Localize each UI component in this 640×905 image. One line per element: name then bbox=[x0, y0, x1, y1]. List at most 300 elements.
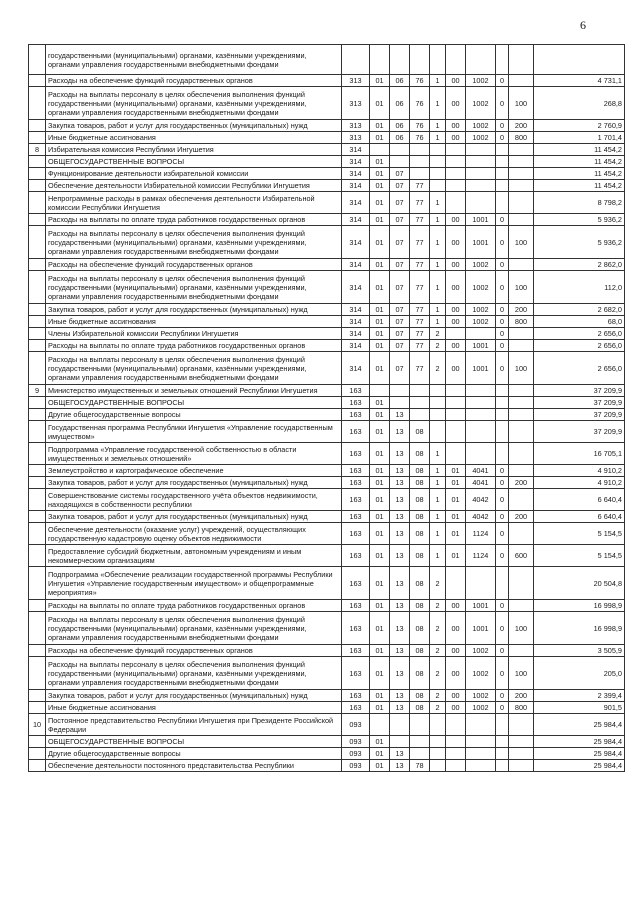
cell-c7 bbox=[466, 567, 496, 600]
cell-c4 bbox=[410, 385, 430, 397]
cell-c8: 0 bbox=[496, 226, 509, 259]
table-row bbox=[29, 545, 625, 567]
cell-c8 bbox=[496, 443, 509, 465]
cell-c1: 163 bbox=[342, 511, 370, 523]
table-row bbox=[29, 156, 625, 168]
cell-amount: 112,0 bbox=[534, 271, 625, 304]
cell-c3: 13 bbox=[390, 690, 410, 702]
cell-c8: 0 bbox=[496, 120, 509, 132]
cell-c1: 163 bbox=[342, 657, 370, 690]
cell-c7 bbox=[466, 421, 496, 443]
cell-c5: 1 bbox=[430, 316, 446, 328]
cell-c4: 76 bbox=[410, 120, 430, 132]
cell-c3: 07 bbox=[390, 180, 410, 192]
table-row bbox=[29, 421, 625, 443]
table-row bbox=[29, 75, 625, 87]
cell-c2: 01 bbox=[370, 421, 390, 443]
cell-c4: 08 bbox=[410, 421, 430, 443]
cell-c8 bbox=[496, 567, 509, 600]
cell-c2: 01 bbox=[370, 352, 390, 385]
cell-c8 bbox=[496, 736, 509, 748]
cell-c4: 76 bbox=[410, 132, 430, 144]
cell-c5: 1 bbox=[430, 87, 446, 120]
cell-c7: 1001 bbox=[466, 226, 496, 259]
cell-c7 bbox=[466, 714, 496, 736]
cell-c4 bbox=[410, 156, 430, 168]
cell-c6: 01 bbox=[446, 545, 466, 567]
cell-c5: 1 bbox=[430, 132, 446, 144]
cell-c3: 06 bbox=[390, 87, 410, 120]
cell-c3: 07 bbox=[390, 214, 410, 226]
cell-c6: 00 bbox=[446, 340, 466, 352]
cell-c7 bbox=[466, 760, 496, 772]
cell-c6 bbox=[446, 168, 466, 180]
cell-c2: 01 bbox=[370, 156, 390, 168]
table-row bbox=[29, 645, 625, 657]
cell-c5: 1 bbox=[430, 465, 446, 477]
cell-c6 bbox=[446, 567, 466, 600]
cell-c1: 093 bbox=[342, 714, 370, 736]
cell-name: ОБЩЕГОСУДАРСТВЕННЫЕ ВОПРОСЫ bbox=[46, 736, 342, 748]
cell-name: Другие общегосударственные вопросы bbox=[46, 748, 342, 760]
cell-c6 bbox=[446, 421, 466, 443]
cell-c1: 314 bbox=[342, 316, 370, 328]
cell-c1: 163 bbox=[342, 523, 370, 545]
cell-num bbox=[29, 397, 46, 409]
cell-c2: 01 bbox=[370, 443, 390, 465]
cell-c9 bbox=[509, 600, 534, 612]
table-row bbox=[29, 736, 625, 748]
cell-c6: 00 bbox=[446, 75, 466, 87]
cell-c7: 1002 bbox=[466, 75, 496, 87]
cell-amount: 4 731,1 bbox=[534, 75, 625, 87]
cell-num bbox=[29, 120, 46, 132]
cell-c8: 0 bbox=[496, 645, 509, 657]
cell-c9 bbox=[509, 748, 534, 760]
cell-c4: 08 bbox=[410, 702, 430, 714]
cell-c9: 200 bbox=[509, 477, 534, 489]
cell-c1: 314 bbox=[342, 328, 370, 340]
table-row bbox=[29, 657, 625, 690]
table-row bbox=[29, 567, 625, 600]
cell-c3: 13 bbox=[390, 465, 410, 477]
cell-c5: 1 bbox=[430, 259, 446, 271]
cell-c7: 1124 bbox=[466, 545, 496, 567]
cell-c5: 2 bbox=[430, 690, 446, 702]
cell-c8: 0 bbox=[496, 545, 509, 567]
cell-amount: 5 936,2 bbox=[534, 226, 625, 259]
cell-c1: 314 bbox=[342, 192, 370, 214]
cell-c5: 2 bbox=[430, 657, 446, 690]
cell-num bbox=[29, 192, 46, 214]
cell-c2: 01 bbox=[370, 120, 390, 132]
cell-num bbox=[29, 156, 46, 168]
cell-num bbox=[29, 736, 46, 748]
cell-amount: 25 984,4 bbox=[534, 748, 625, 760]
cell-c3: 06 bbox=[390, 132, 410, 144]
cell-c3: 13 bbox=[390, 489, 410, 511]
cell-name: Расходы на выплаты персоналу в целях обеспечения выполнения функций государственными (муниципальными) органами, казёнными учреждениями, органами управления государственными внебюджетными фондами bbox=[46, 87, 342, 120]
cell-c7: 1001 bbox=[466, 214, 496, 226]
cell-c5: 1 bbox=[430, 443, 446, 465]
cell-c8: 0 bbox=[496, 316, 509, 328]
cell-num bbox=[29, 421, 46, 443]
cell-c1: 314 bbox=[342, 168, 370, 180]
cell-c8: 0 bbox=[496, 489, 509, 511]
cell-c7: 1002 bbox=[466, 259, 496, 271]
cell-num: 8 bbox=[29, 144, 46, 156]
cell-c3: 07 bbox=[390, 352, 410, 385]
cell-c8 bbox=[496, 192, 509, 214]
cell-amount: 5 936,2 bbox=[534, 214, 625, 226]
cell-c2: 01 bbox=[370, 168, 390, 180]
cell-c9 bbox=[509, 736, 534, 748]
cell-c7: 1002 bbox=[466, 271, 496, 304]
table-row bbox=[29, 511, 625, 523]
cell-c1: 163 bbox=[342, 465, 370, 477]
cell-c4: 77 bbox=[410, 316, 430, 328]
cell-c3: 07 bbox=[390, 192, 410, 214]
cell-c6: 00 bbox=[446, 316, 466, 328]
cell-name: Закупка товаров, работ и услуг для государственных (муниципальных) нужд bbox=[46, 690, 342, 702]
cell-c1: 314 bbox=[342, 340, 370, 352]
cell-c6 bbox=[446, 748, 466, 760]
cell-c3: 06 bbox=[390, 75, 410, 87]
cell-c1: 093 bbox=[342, 760, 370, 772]
cell-amount: 901,5 bbox=[534, 702, 625, 714]
cell-c7 bbox=[466, 385, 496, 397]
cell-c2: 01 bbox=[370, 657, 390, 690]
cell-c7: 4041 bbox=[466, 465, 496, 477]
cell-c8 bbox=[496, 144, 509, 156]
cell-c1: 314 bbox=[342, 259, 370, 271]
cell-c4 bbox=[410, 748, 430, 760]
cell-name: Другие общегосударственные вопросы bbox=[46, 409, 342, 421]
cell-c6: 00 bbox=[446, 87, 466, 120]
cell-amount: 37 209,9 bbox=[534, 409, 625, 421]
cell-c7 bbox=[466, 192, 496, 214]
cell-c2: 01 bbox=[370, 328, 390, 340]
cell-c3: 13 bbox=[390, 477, 410, 489]
budget-table bbox=[28, 44, 625, 772]
cell-c9 bbox=[509, 421, 534, 443]
cell-c3: 13 bbox=[390, 748, 410, 760]
cell-c1: 163 bbox=[342, 421, 370, 443]
cell-c6 bbox=[446, 328, 466, 340]
cell-num bbox=[29, 132, 46, 144]
cell-amount: 16 705,1 bbox=[534, 443, 625, 465]
cell-c1: 163 bbox=[342, 645, 370, 657]
cell-c5 bbox=[430, 385, 446, 397]
cell-c4: 08 bbox=[410, 690, 430, 702]
cell-c7: 1002 bbox=[466, 87, 496, 120]
cell-c8 bbox=[496, 760, 509, 772]
cell-c2: 01 bbox=[370, 409, 390, 421]
cell-c5: 1 bbox=[430, 271, 446, 304]
cell-c5 bbox=[430, 760, 446, 772]
table-row bbox=[29, 214, 625, 226]
cell-c8: 0 bbox=[496, 259, 509, 271]
cell-c8: 0 bbox=[496, 132, 509, 144]
cell-name: Иные бюджетные ассигнования bbox=[46, 316, 342, 328]
cell-num bbox=[29, 645, 46, 657]
cell-c3: 07 bbox=[390, 316, 410, 328]
cell-c9 bbox=[509, 443, 534, 465]
cell-c2: 01 bbox=[370, 489, 390, 511]
cell-amount: 16 998,9 bbox=[534, 612, 625, 645]
cell-num bbox=[29, 340, 46, 352]
cell-amount: 3 505,9 bbox=[534, 645, 625, 657]
cell-c6 bbox=[446, 714, 466, 736]
cell-num bbox=[29, 600, 46, 612]
cell-c8: 0 bbox=[496, 657, 509, 690]
cell-c4: 76 bbox=[410, 87, 430, 120]
cell-num bbox=[29, 180, 46, 192]
cell-c4: 08 bbox=[410, 545, 430, 567]
cell-name: Закупка товаров, работ и услуг для государственных (муниципальных) нужд bbox=[46, 120, 342, 132]
cell-c1: 314 bbox=[342, 226, 370, 259]
cell-c8 bbox=[496, 409, 509, 421]
cell-amount: 6 640,4 bbox=[534, 489, 625, 511]
cell-c5 bbox=[430, 180, 446, 192]
cell-c7 bbox=[466, 45, 496, 75]
cell-c4 bbox=[410, 397, 430, 409]
cell-amount: 37 209,9 bbox=[534, 397, 625, 409]
cell-name: Закупка товаров, работ и услуг для государственных (муниципальных) нужд bbox=[46, 304, 342, 316]
table-body bbox=[29, 45, 625, 772]
cell-c9: 100 bbox=[509, 612, 534, 645]
cell-c6: 00 bbox=[446, 645, 466, 657]
cell-c9 bbox=[509, 45, 534, 75]
cell-c1: 163 bbox=[342, 489, 370, 511]
cell-c6 bbox=[446, 385, 466, 397]
cell-c9: 800 bbox=[509, 316, 534, 328]
cell-c8: 0 bbox=[496, 352, 509, 385]
cell-c2 bbox=[370, 385, 390, 397]
table-row bbox=[29, 612, 625, 645]
cell-c3: 07 bbox=[390, 168, 410, 180]
cell-c2: 01 bbox=[370, 340, 390, 352]
cell-c5: 2 bbox=[430, 600, 446, 612]
cell-c2: 01 bbox=[370, 645, 390, 657]
cell-name: Постоянное представительство Республики Ингушетия при Президенте Российской Федерации bbox=[46, 714, 342, 736]
cell-amount: 11 454,2 bbox=[534, 144, 625, 156]
cell-c6: 01 bbox=[446, 489, 466, 511]
table-row bbox=[29, 702, 625, 714]
cell-c3: 13 bbox=[390, 443, 410, 465]
cell-c6: 00 bbox=[446, 271, 466, 304]
cell-c2: 01 bbox=[370, 214, 390, 226]
cell-amount: 2 656,0 bbox=[534, 328, 625, 340]
cell-c5 bbox=[430, 144, 446, 156]
cell-c8: 0 bbox=[496, 477, 509, 489]
cell-num bbox=[29, 702, 46, 714]
cell-num bbox=[29, 271, 46, 304]
cell-c2: 01 bbox=[370, 132, 390, 144]
cell-c8: 0 bbox=[496, 328, 509, 340]
cell-name: Подпрограмма «Обеспечение реализации государственной программы Республики Ингушетия «Управление государственным имуществом» и общепрограммные мероприятия» bbox=[46, 567, 342, 600]
cell-amount: 4 910,2 bbox=[534, 477, 625, 489]
cell-c8 bbox=[496, 45, 509, 75]
cell-c8 bbox=[496, 156, 509, 168]
cell-name: Расходы на выплаты персоналу в целях обеспечения выполнения функций государственными (муниципальными) органами, казёнными учреждениями, органами управления государственными внебюджетными фондами bbox=[46, 612, 342, 645]
cell-c8 bbox=[496, 714, 509, 736]
cell-c4: 08 bbox=[410, 443, 430, 465]
cell-num bbox=[29, 612, 46, 645]
cell-c8 bbox=[496, 168, 509, 180]
cell-c2: 01 bbox=[370, 259, 390, 271]
cell-num bbox=[29, 168, 46, 180]
cell-c7 bbox=[466, 443, 496, 465]
cell-c5: 2 bbox=[430, 352, 446, 385]
cell-c4: 08 bbox=[410, 567, 430, 600]
cell-c7: 1001 bbox=[466, 352, 496, 385]
cell-c4: 08 bbox=[410, 511, 430, 523]
cell-name: Обеспечение деятельности (оказание услуг) учреждений, осуществляющих государственную кадастровую оценку объектов недвижимости bbox=[46, 523, 342, 545]
cell-c6: 00 bbox=[446, 120, 466, 132]
table-row bbox=[29, 120, 625, 132]
cell-c5 bbox=[430, 736, 446, 748]
cell-name: ОБЩЕГОСУДАРСТВЕННЫЕ ВОПРОСЫ bbox=[46, 397, 342, 409]
cell-c9: 100 bbox=[509, 87, 534, 120]
cell-c4: 77 bbox=[410, 328, 430, 340]
cell-c3: 13 bbox=[390, 523, 410, 545]
cell-num: 9 bbox=[29, 385, 46, 397]
cell-c7 bbox=[466, 397, 496, 409]
cell-num bbox=[29, 760, 46, 772]
cell-name: Подпрограмма «Управление государственной собственностью в области имущественных и земельных отношений» bbox=[46, 443, 342, 465]
cell-c7 bbox=[466, 409, 496, 421]
cell-c2: 01 bbox=[370, 690, 390, 702]
cell-c6: 00 bbox=[446, 259, 466, 271]
cell-c6 bbox=[446, 443, 466, 465]
cell-num bbox=[29, 748, 46, 760]
cell-c9 bbox=[509, 340, 534, 352]
table-row bbox=[29, 760, 625, 772]
cell-c7: 1002 bbox=[466, 702, 496, 714]
cell-c1: 314 bbox=[342, 180, 370, 192]
cell-name: Государственная программа Республики Ингушетия «Управление государственным имуществом» bbox=[46, 421, 342, 443]
cell-c7: 1002 bbox=[466, 132, 496, 144]
cell-c4: 77 bbox=[410, 304, 430, 316]
cell-c4: 78 bbox=[410, 760, 430, 772]
cell-amount: 11 454,2 bbox=[534, 180, 625, 192]
cell-name: Расходы на выплаты по оплате труда работников государственных органов bbox=[46, 600, 342, 612]
cell-c9: 800 bbox=[509, 702, 534, 714]
cell-c4: 77 bbox=[410, 340, 430, 352]
cell-c2: 01 bbox=[370, 760, 390, 772]
cell-c3 bbox=[390, 385, 410, 397]
cell-c5 bbox=[430, 748, 446, 760]
cell-c3: 13 bbox=[390, 567, 410, 600]
cell-c1: 314 bbox=[342, 144, 370, 156]
cell-c5 bbox=[430, 397, 446, 409]
cell-num bbox=[29, 304, 46, 316]
cell-c6: 01 bbox=[446, 477, 466, 489]
cell-c2: 01 bbox=[370, 304, 390, 316]
cell-c4: 76 bbox=[410, 75, 430, 87]
table-row bbox=[29, 87, 625, 120]
cell-c8 bbox=[496, 180, 509, 192]
cell-c8: 0 bbox=[496, 304, 509, 316]
cell-c6: 00 bbox=[446, 657, 466, 690]
cell-c9 bbox=[509, 192, 534, 214]
cell-c5: 1 bbox=[430, 523, 446, 545]
cell-c6: 00 bbox=[446, 702, 466, 714]
cell-amount: 2 656,0 bbox=[534, 340, 625, 352]
cell-c3: 13 bbox=[390, 421, 410, 443]
table-row bbox=[29, 385, 625, 397]
cell-name: Расходы на обеспечение функций государственных органов bbox=[46, 645, 342, 657]
cell-c9 bbox=[509, 567, 534, 600]
cell-c8: 0 bbox=[496, 271, 509, 304]
cell-c1: 163 bbox=[342, 690, 370, 702]
table-row bbox=[29, 465, 625, 477]
table-row bbox=[29, 271, 625, 304]
cell-c9 bbox=[509, 714, 534, 736]
cell-c6: 00 bbox=[446, 600, 466, 612]
cell-c8 bbox=[496, 748, 509, 760]
cell-c8: 0 bbox=[496, 600, 509, 612]
cell-c2: 01 bbox=[370, 600, 390, 612]
table-row bbox=[29, 714, 625, 736]
cell-name: Закупка товаров, работ и услуг для государственных (муниципальных) нужд bbox=[46, 511, 342, 523]
cell-num bbox=[29, 409, 46, 421]
cell-c9: 600 bbox=[509, 545, 534, 567]
cell-name: Расходы на выплаты персоналу в целях обеспечения выполнения функций государственными (муниципальными) органами, казёнными учреждениями, органами управления государственными внебюджетными фондами bbox=[46, 271, 342, 304]
cell-c1: 313 bbox=[342, 87, 370, 120]
cell-c8: 0 bbox=[496, 87, 509, 120]
cell-c8: 0 bbox=[496, 511, 509, 523]
table-row bbox=[29, 397, 625, 409]
cell-c6 bbox=[446, 180, 466, 192]
cell-num bbox=[29, 657, 46, 690]
cell-amount: 25 984,4 bbox=[534, 760, 625, 772]
cell-c6: 00 bbox=[446, 214, 466, 226]
cell-name: Обеспечение деятельности Избирательной комиссии Республики Ингушетия bbox=[46, 180, 342, 192]
cell-amount: 37 209,9 bbox=[534, 421, 625, 443]
cell-num: 10 bbox=[29, 714, 46, 736]
cell-c3: 13 bbox=[390, 645, 410, 657]
cell-c8 bbox=[496, 397, 509, 409]
table-row bbox=[29, 259, 625, 271]
table-row bbox=[29, 489, 625, 511]
cell-c9 bbox=[509, 523, 534, 545]
cell-c4 bbox=[410, 168, 430, 180]
cell-c1: 314 bbox=[342, 304, 370, 316]
cell-c5 bbox=[430, 409, 446, 421]
cell-c5: 1 bbox=[430, 214, 446, 226]
cell-c5 bbox=[430, 45, 446, 75]
cell-name: Совершенствование системы государственного учёта объектов недвижимости, находящихся в собственности республики bbox=[46, 489, 342, 511]
cell-c3 bbox=[390, 156, 410, 168]
cell-c7: 1002 bbox=[466, 690, 496, 702]
cell-c5: 2 bbox=[430, 328, 446, 340]
cell-c9 bbox=[509, 489, 534, 511]
cell-c8: 0 bbox=[496, 75, 509, 87]
table-row bbox=[29, 690, 625, 702]
cell-c1: 163 bbox=[342, 385, 370, 397]
cell-c4: 08 bbox=[410, 612, 430, 645]
cell-c7: 1002 bbox=[466, 316, 496, 328]
cell-c9 bbox=[509, 409, 534, 421]
cell-c2: 01 bbox=[370, 316, 390, 328]
table-row bbox=[29, 477, 625, 489]
cell-c8: 0 bbox=[496, 214, 509, 226]
cell-c4: 08 bbox=[410, 657, 430, 690]
cell-c3: 13 bbox=[390, 702, 410, 714]
cell-c9: 200 bbox=[509, 304, 534, 316]
